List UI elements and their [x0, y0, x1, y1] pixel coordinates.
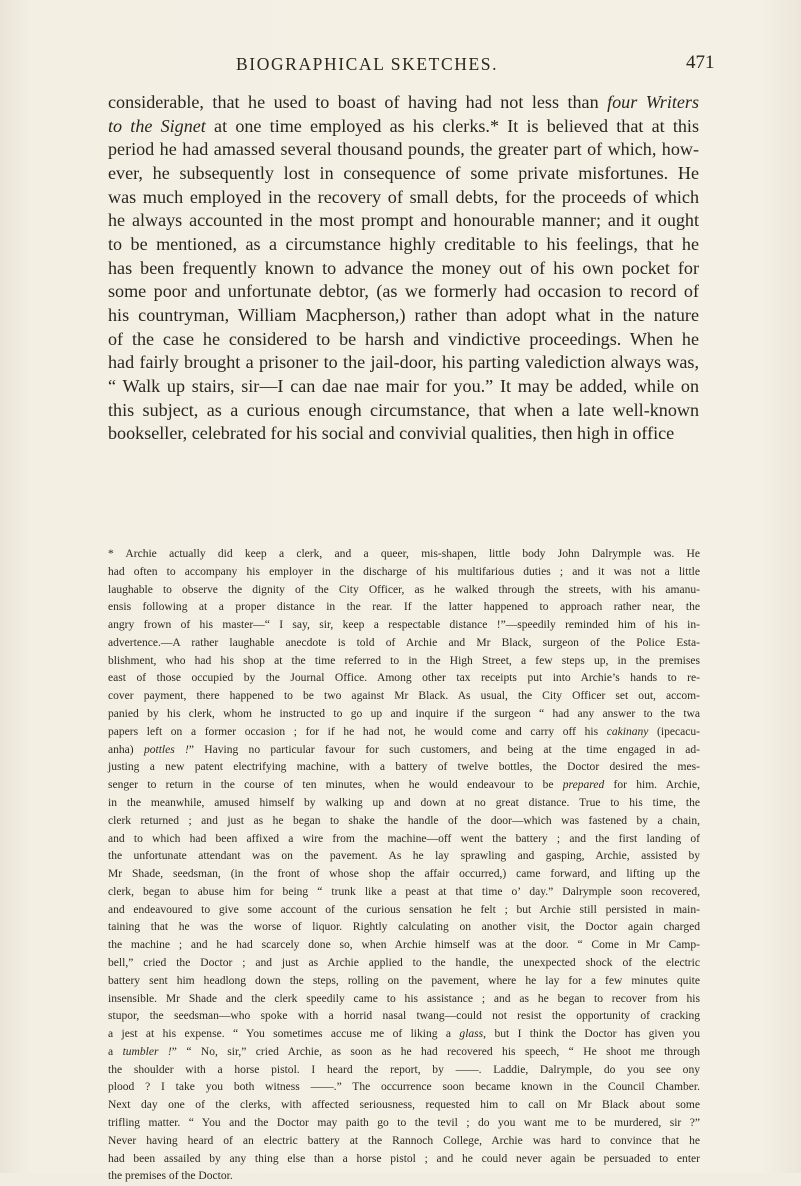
text-line: considerable, that he used to boast of having had not less than four Writers — [108, 92, 700, 112]
footnote-line: had been assailed by any thing else than a horse pistol ; and he could never again be persuaded to enter — [108, 1152, 700, 1165]
footnote-line: battery sent him headlong down the steps, rolling on the pavement, where he lay for a few minutes quite — [108, 974, 700, 987]
footnote-line: east of those occupied by the Journal Office. Among other tax receipts put into Archie’s hands to re- — [108, 672, 700, 685]
footnote-line: panied by his clerk, whom he instructed to go up and inquire if the surgeon “ had any answer to the twa — [108, 708, 700, 721]
footnote-line: had often to accompany his employer in the discharge of his multifarious duties ; and it was not a little — [108, 565, 700, 578]
text-line: some poor and unfortunate debtor, (as we formerly had occasion to record of — [108, 281, 699, 302]
footnote-line: papers left on a former occasion ; for if he had not, he would come and carry off his cakinany (ipecacu- — [108, 725, 700, 738]
footnote-line: laughable to observe the dignity of the City Officer, as he walked through the streets, with his amanu- — [108, 583, 700, 596]
footnote-line: bell,” cried the Doctor ; and just as Archie applied to the handle, the unexpected shock of the electric — [108, 956, 700, 969]
footnote-line: plood ? I take you both witness ——.” The occurrence soon became known in the Council Chamber. — [108, 1081, 700, 1094]
text-line: to be mentioned, as a circumstance highly creditable to his feelings, that he — [108, 233, 699, 254]
text-line: was much employed in the recovery of small debts, for the proceeds of which — [108, 186, 699, 207]
footnote-line: the premises of the Doctor. — [108, 1170, 233, 1183]
footnote-line: the unfortunate attendant was on the pavement. As he lay sprawling and gasping, Archie, assisted by — [108, 850, 700, 863]
footnote-line: ensis following at a proper distance in the rear. If the latter happened to approach rather near, the — [108, 601, 700, 614]
footnote-line: a jest at his expense. “ You sometimes accuse me of liking a glass, but I think the Doctor has given you — [108, 1028, 701, 1041]
footnote-line: justing a new patent electrifying machine, with a battery of twelve bottles, the Doctor desired the mes- — [108, 761, 700, 774]
footnote-line: stupor, the seedsman—who spoke with a horrid nasal twang—could not resist the opportunity of cracking — [108, 1010, 700, 1023]
footnote-line: Never having heard of an electric battery at the Rannoch College, Archie was hard to convince that he — [108, 1134, 700, 1147]
footnote-line: in the meanwhile, amused himself by walking up and down at no great distance. True to his time, the — [108, 796, 700, 809]
text-line: this subject, as a curious enough circumstance, that when a late well-known — [108, 399, 699, 420]
text-line: he always accounted in the most prompt and honourable manner; and it ought — [108, 210, 699, 231]
footnote-line: angry frown of his master—“ I say, sir, keep a respectable distance !”—speedily reminded him of his in- — [108, 619, 700, 632]
footnote — [108, 546, 700, 1186]
text-line: period he had amassed several thousand pounds, the greater part of which, how- — [108, 139, 699, 160]
footnote-line: blishment, who had his shop at the time referred to in the High Street, a few steps up, in the premises — [108, 654, 700, 667]
text-line: “ Walk up stairs, sir—I can dae nae mair for you.” It may be added, while on — [108, 375, 699, 396]
footnote-line: anha) pottles !” Having no particular favour for such customers, and being at the time engaged in ad- — [108, 743, 700, 756]
text-line: had fairly brought a prisoner to the jail-door, his parting valediction always was, — [108, 352, 699, 373]
footnote-line: * Archie actually did keep a clerk, and a queer, mis-shapen, little body John Dalrymple was. He — [108, 548, 700, 560]
text-line: of the case he considered to be harsh and vindictive proceedings. When he — [108, 328, 699, 349]
footnote-line: senger to return in the course of ten minutes, when he would endeavour to be prepared for him. Archie, — [108, 779, 700, 792]
footnote-line: clerk, began to abuse him for being “ trunk like a peast at that time o’ day.” Dalrymple soon recovered, — [108, 885, 700, 898]
running-title: BIOGRAPHICAL SKETCHES. — [236, 54, 499, 74]
page-number: 471 — [686, 52, 715, 73]
footnote-line: trifling matter. “ You and the Doctor may paith go to the tevil ; do you want me to be murdered, sir ?” — [108, 1117, 700, 1129]
footnote-line: a tumbler !” “ No, sir,” cried Archie, as soon as he had recovered his speech, “ He shoot me through — [108, 1045, 701, 1058]
footnote-line: and to which had been affixed a wire from the machine—off went the battery ; and the first landing of — [108, 832, 700, 845]
text-line: ever, he subsequently lost in consequence of some private misfortunes. He — [108, 162, 699, 183]
footnote-line: insensible. Mr Shade and the clerk speedily came to his assistance ; and as he began to recover from his — [108, 992, 700, 1005]
footnote-line: the machine ; and he had scarcely done so, when Archie himself was at the door. “ Come in Mr Camp- — [108, 939, 700, 952]
footnote-line: and endeavoured to give some account of the curious sensation he felt ; but Archie still persisted in main- — [108, 903, 700, 916]
footnote-line: the shoulder with a horse pistol. I heard the report, by ——. Laddie, Dalrymple, do you see ony — [108, 1063, 700, 1076]
footnote-line: clerk returned ; and just as he began to shake the handle of the door—which was fastened by a chain, — [108, 814, 700, 827]
footnote-line: taining that he was the worse of liquor. Rightly calculating on another visit, the Doctor again charged — [108, 921, 700, 934]
footnote-line: cover payment, there happened to be two against Mr Black. As usual, the City Officer set out, accom- — [108, 690, 700, 703]
footnote-line: Next day one of the clerks, with affected seriousness, requested him to call on Mr Black about some — [108, 1099, 700, 1112]
footnote-line: advertence.—A rather laughable anecdote is told of Archie and Mr Black, surgeon of the Police Esta- — [108, 636, 700, 649]
running-head — [0, 52, 801, 78]
text-line: has been frequently known to advance the money out of his own pocket for — [108, 257, 699, 278]
text-line: bookseller, celebrated for his social and convivial qualities, then high in office — [108, 423, 675, 444]
text-line: his countryman, William Macpherson,) rather than adopt what in the nature — [108, 304, 699, 325]
footnote-line: Mr Shade, seedsman, (in the front of whose shop the affair occurred,) came forward, and lifting up the — [108, 868, 700, 881]
text-line: to the Signet at one time employed as his clerks.* It is believed that at this — [108, 115, 700, 136]
main-text — [108, 91, 699, 446]
